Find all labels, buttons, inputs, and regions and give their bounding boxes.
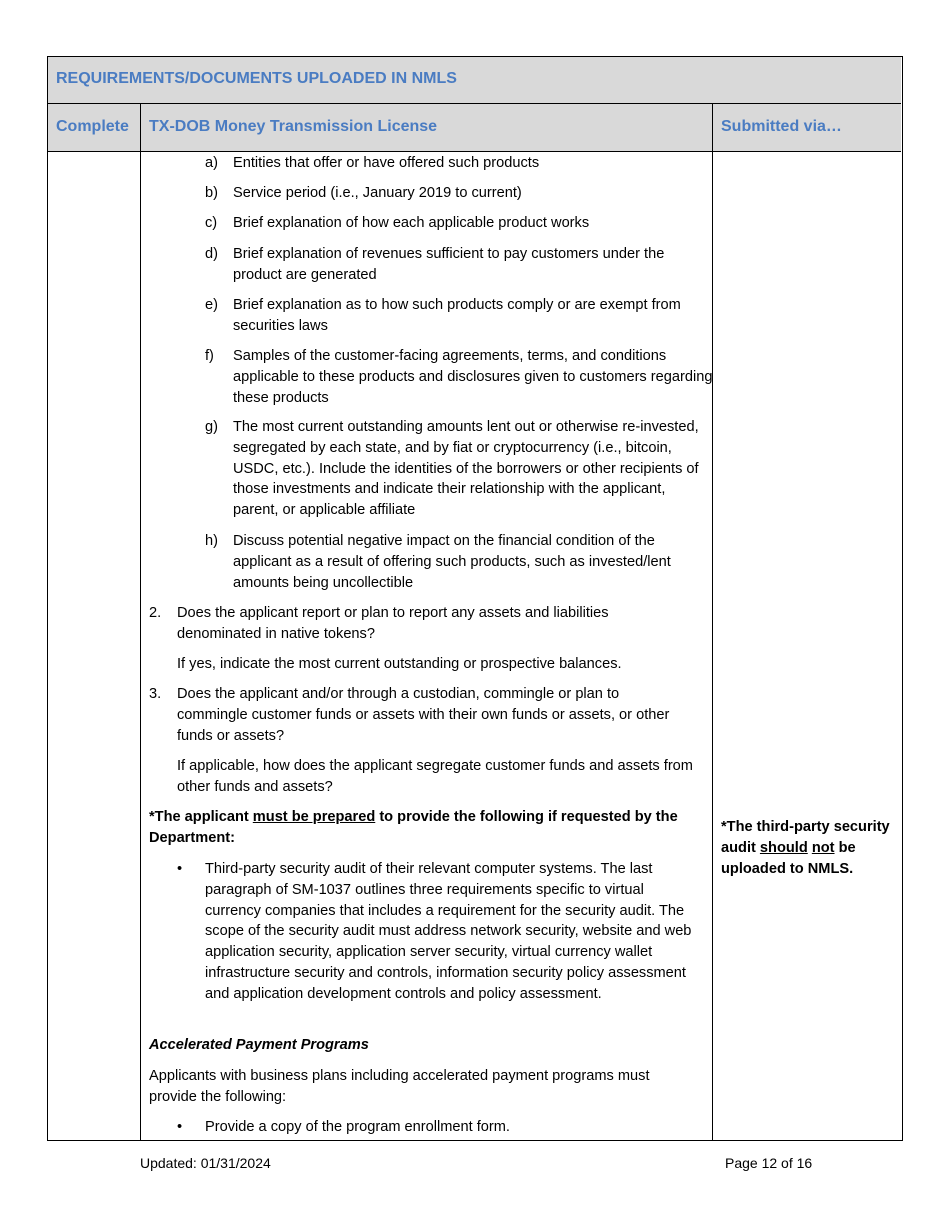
submitted-note-should: should <box>759 839 808 856</box>
table-title-row <box>48 57 901 104</box>
sub-item-label: b) <box>205 185 218 201</box>
sub-item-label: f) <box>205 348 214 364</box>
header-complete: Complete <box>56 118 129 135</box>
bullet-glyph: • <box>177 1119 183 1135</box>
sub-item-label: c) <box>205 215 218 231</box>
sub-item-text: Service period (i.e., January 2019 to current) <box>233 185 522 201</box>
security-audit-text: Third-party security audit of their relevant computer systems. The last paragraph of SM-1037 outlines three requirements specific to virtual currency companies that includes a requirement for the security audit. The scope of the security audit must address network security, website and web application security, application server security, virtual currency wallet infrastructure security and controls, information security policy assessment and application development controls and policy assessment. <box>205 861 692 1002</box>
sub-item-text: Brief explanation of revenues sufficient to pay customers under the product are generated <box>233 246 665 283</box>
submitted-note <box>721 817 891 879</box>
submitted-note-before: *The third-party security audit <box>721 819 890 856</box>
numbered-item-text: Does the applicant and/or through a custodian, commingle or plan to commingle customer funds or assets with their own funds or assets, or other funds or assets? <box>177 686 670 744</box>
table-title: REQUIREMENTS/DOCUMENTS UPLOADED IN NMLS <box>56 70 457 87</box>
sub-item-text: The most current outstanding amounts lent out or otherwise re-invested, segregated by each state, and by fiat or cryptocurrency (i.e., bitcoin, USDC, etc.). Include the identities of the borrowers or other recipients of those investments and indicate their relationship with the applicant, parent, or applicable affiliate <box>233 419 699 519</box>
sub-item-text: Samples of the customer-facing agreements, terms, and conditions applicable to these products and disclosures given to customers regarding these products <box>233 348 713 406</box>
sub-item-label: g) <box>205 419 218 435</box>
bullet-glyph: • <box>177 861 183 877</box>
sub-item-label: e) <box>205 297 218 313</box>
numbered-item-label: 2. <box>149 605 162 621</box>
numbered-item-2-followup: If yes, indicate the most current outstanding or prospective balances. <box>177 656 622 672</box>
header-submitted: Submitted via… <box>721 118 842 135</box>
submitted-note-after: be uploaded to NMLS. <box>721 839 856 877</box>
sub-item-text: Entities that offer or have offered such products <box>233 155 540 171</box>
header-license: TX-DOB Money Transmission License <box>149 118 438 135</box>
sub-item-text: Brief explanation of how each applicable product works <box>233 215 590 231</box>
submitted-note-not: not <box>811 839 835 856</box>
license-content <box>149 153 713 1143</box>
sub-item-label: a) <box>205 155 218 171</box>
accelerated-payment-heading: Accelerated Payment Programs <box>149 1037 369 1053</box>
requirements-table <box>47 56 903 1141</box>
prepared-text-underlined: must be prepared <box>252 809 376 825</box>
prepared-text-before: *The applicant <box>149 809 253 825</box>
prepared-text-after: to provide the following if requested by the Department: <box>149 809 678 846</box>
sub-item-text: Brief explanation as to how such products comply or are exempt from securities laws <box>233 297 681 334</box>
column-divider <box>140 104 141 1140</box>
footer-updated: Updated: 01/31/2024 <box>140 1155 271 1171</box>
numbered-item-text: Does the applicant report or plan to report any assets and liabilities denominated in native tokens? <box>177 605 609 642</box>
footer-page-number: Page 12 of 16 <box>725 1155 813 1171</box>
enrollment-form-text: Provide a copy of the program enrollment form. <box>205 1119 510 1135</box>
sub-item-label: h) <box>205 533 218 549</box>
accelerated-payment-text: Applicants with business plans including accelerated payment programs must provide the following: <box>149 1068 650 1105</box>
numbered-item-3-followup: If applicable, how does the applicant segregate customer funds and assets from other funds and assets? <box>177 758 693 795</box>
sub-item-text: Discuss potential negative impact on the financial condition of the applicant as a result of offering such products, such as invested/lent amounts being uncollectible <box>233 533 671 591</box>
prepared-statement <box>149 807 704 849</box>
table-header-row <box>48 104 901 152</box>
sub-item-label: d) <box>205 246 218 262</box>
numbered-item-label: 3. <box>149 686 162 702</box>
